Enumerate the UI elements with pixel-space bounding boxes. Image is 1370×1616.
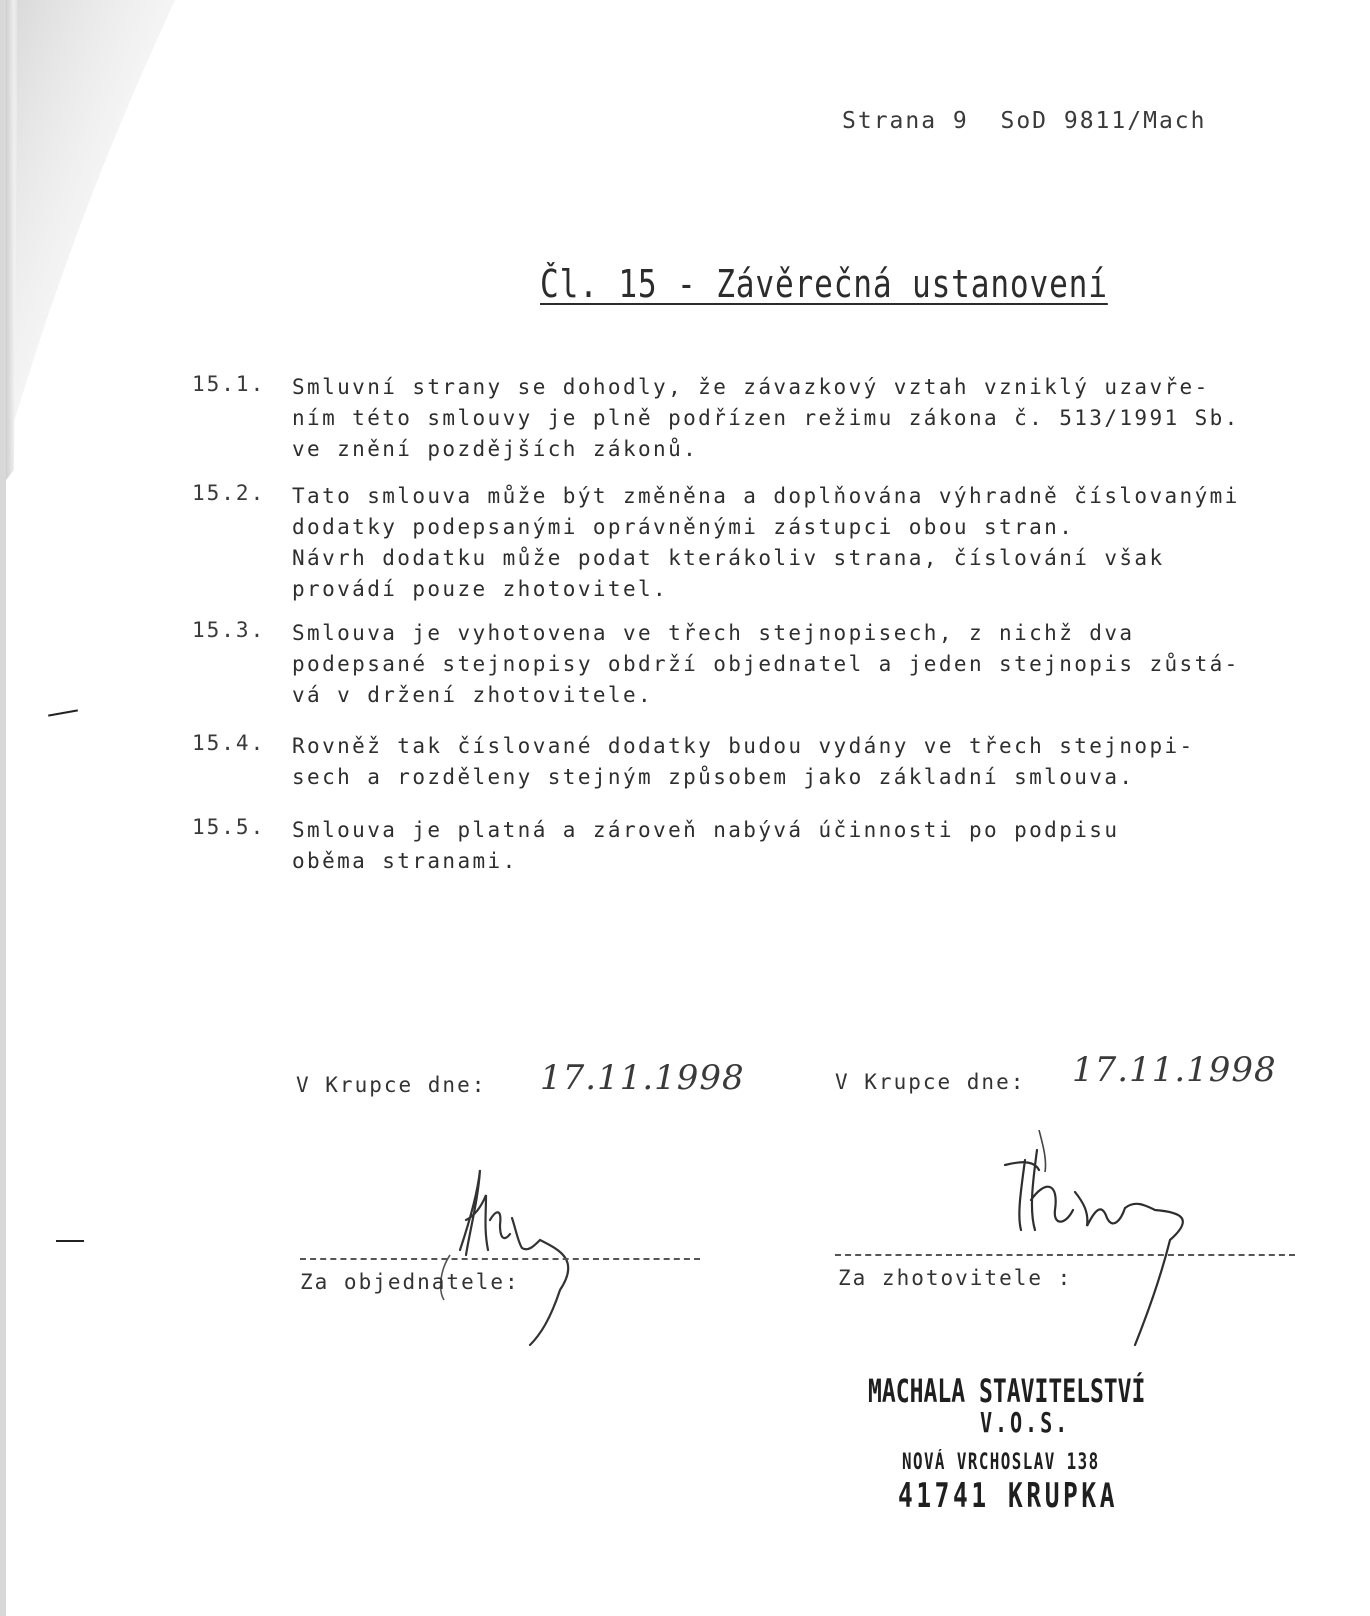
clause-text: Smluvní strany se dohodly, že závazkový vztah vzniklý uzavře- ním této smlouvy je plně podřízen režimu zákona č. 513/1991 Sb. ve znění pozdějších zákonů. [292,375,1240,461]
right-handwritten-date: 17.11.1998 [1072,1050,1277,1090]
stamp-company-name: MACHALA STAVITELSTVÍ [868,1372,1146,1410]
stamp-city: 41741 KRUPKA [898,1476,1119,1516]
right-role-label: Za zhotovitele : [838,1266,1073,1290]
right-signature-line [835,1254,1295,1256]
left-place-label: V Krupce dne: [296,1073,487,1097]
clause-number: 15.2. [192,481,266,505]
stamp-company-form: V.O.S. [980,1406,1071,1439]
margin-mark [56,1240,84,1242]
clause-number: 15.1. [192,372,266,396]
clause-number: 15.3. [192,618,266,642]
left-handwritten-date: 17.11.1998 [540,1058,745,1098]
clause-number: 15.4. [192,731,266,755]
clause-number: 15.5. [192,815,266,839]
clause-text: Rovněž tak číslované dodatky budou vydány ve třech stejnopi- sech a rozděleny stejným způsobem jako základní smlouva. [292,734,1195,789]
right-signature [995,1130,1225,1350]
left-role-label: Za objednatele: [300,1270,520,1294]
left-signature [430,1160,630,1350]
clause-text: Tato smlouva může být změněna a doplňována výhradně číslovanými dodatky podepsanými oprávněnými zástupci obou stran. Návrh dodatku může podat kterákoliv strana, číslování však provádí pouze zhotovitel. [292,484,1240,601]
right-place-label: V Krupce dne: [835,1070,1026,1094]
clause-text: Smlouva je platná a zároveň nabývá účinnosti po podpisu oběma stranami. [292,818,1120,873]
section-title: Čl. 15 - Závěrečná ustanovení [540,262,1108,306]
page-reference: Strana 9 SoD 9811/Mach [842,108,1207,134]
clause-text: Smlouva je vyhotovena ve třech stejnopisech, z nichž dva podepsané stejnopisy obdrží objednatel a jeden stejnopis zůstá- vá v držení zhotovitele. [292,621,1240,707]
left-signature-line [300,1258,700,1260]
stamp-street: NOVÁ VRCHOSLAV 138 [902,1450,1100,1475]
margin-mark [48,709,78,716]
